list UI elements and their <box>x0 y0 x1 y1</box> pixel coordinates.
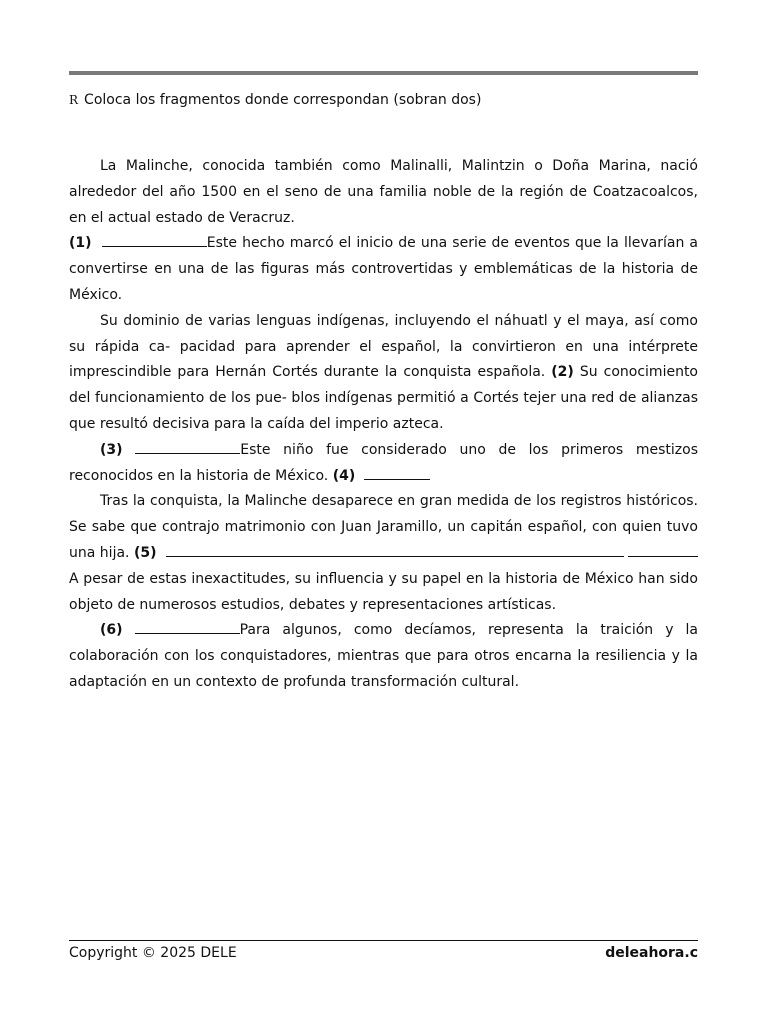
gap-5-blank-continued[interactable] <box>628 543 698 557</box>
paragraph-4-text: Este niño fue considerado uno de los primeros mestizos reconocidos en la historia de México. <box>69 441 699 484</box>
paragraph-3 <box>69 309 698 438</box>
paragraph-3-text: Su dominio de varias lenguas indígenas, incluyendo el náhuatl y el maya, así como su rápida ca- pacidad para aprender el español, la convirtieron en una intérprete imprescindible para Hernán Cortés durante la conquista española. <box>69 312 698 381</box>
paragraph-5-text: Tras la conquista, la Malinche desaparece en gran medida de los registros históricos. Se sabe que contrajo matrimonio con Juan Jaramillo, un capitán español, con quien tuvo una hija. <box>69 493 698 561</box>
paragraph-2 <box>69 231 698 308</box>
paragraph-5 <box>69 489 698 618</box>
gap-3-blank[interactable] <box>135 440 240 454</box>
gap-1-blank[interactable] <box>102 233 207 247</box>
footer-site[interactable]: deleahora.c <box>605 945 698 961</box>
top-rule <box>69 71 698 75</box>
paragraph-6 <box>69 618 698 695</box>
paragraph-2-text: Este hecho marcó el inicio de una serie de eventos que la llevarían a convertirse en una de las figuras más controvertidas y emblemáticas de la historia de México. <box>69 235 699 303</box>
paragraph-3-text-2: Su conocimiento del funcionamiento de los pue- blos indígenas permitió a Cortés tejer una red de alianzas que resultó decisiva para la caída del imperio azteca. <box>69 364 698 432</box>
gap-number-3: (3) <box>100 441 123 458</box>
paragraph-1-text: La Malinche, conocida también como Malinalli, Malintzin o Doña Marina, nació alrededor del año 1500 en el seno de una familia noble de la región de Coatzacoalcos, en el actual estado de Veracruz. <box>69 158 698 226</box>
paragraph-1 <box>69 154 698 231</box>
instruction-text: Coloca los fragmentos donde correspondan (sobran dos) <box>84 92 482 108</box>
gap-4-blank[interactable] <box>364 466 430 480</box>
gap-number-4: (4) <box>332 467 356 484</box>
instruction-marker: R <box>69 93 79 107</box>
gap-number-6: (6) <box>100 622 123 639</box>
footer-rule <box>69 940 698 941</box>
gap-number-5: (5) <box>134 544 157 561</box>
exercise-text <box>69 154 698 696</box>
paragraph-4 <box>69 438 698 490</box>
footer-copyright: Copyright © 2025 DELE <box>69 945 237 961</box>
gap-6-blank[interactable] <box>135 620 240 634</box>
exercise-instruction <box>69 90 698 110</box>
gap-5-blank[interactable] <box>166 543 624 557</box>
paragraph-6-text: Para algunos, como decíamos, representa la traición y la colaboración con los conquistadores, mientras que para otros encarna la resiliencia y la adaptación en un contexto de profunda transformación cultural. <box>69 622 698 690</box>
paragraph-5-text-2: A pesar de estas inexactitudes, su influencia y su papel en la historia de México han sido objeto de numerosos estudios, debates y representaciones artísticas. <box>69 570 698 613</box>
gap-number-1: (1) <box>69 235 92 252</box>
gap-number-2: (2) <box>551 364 574 381</box>
